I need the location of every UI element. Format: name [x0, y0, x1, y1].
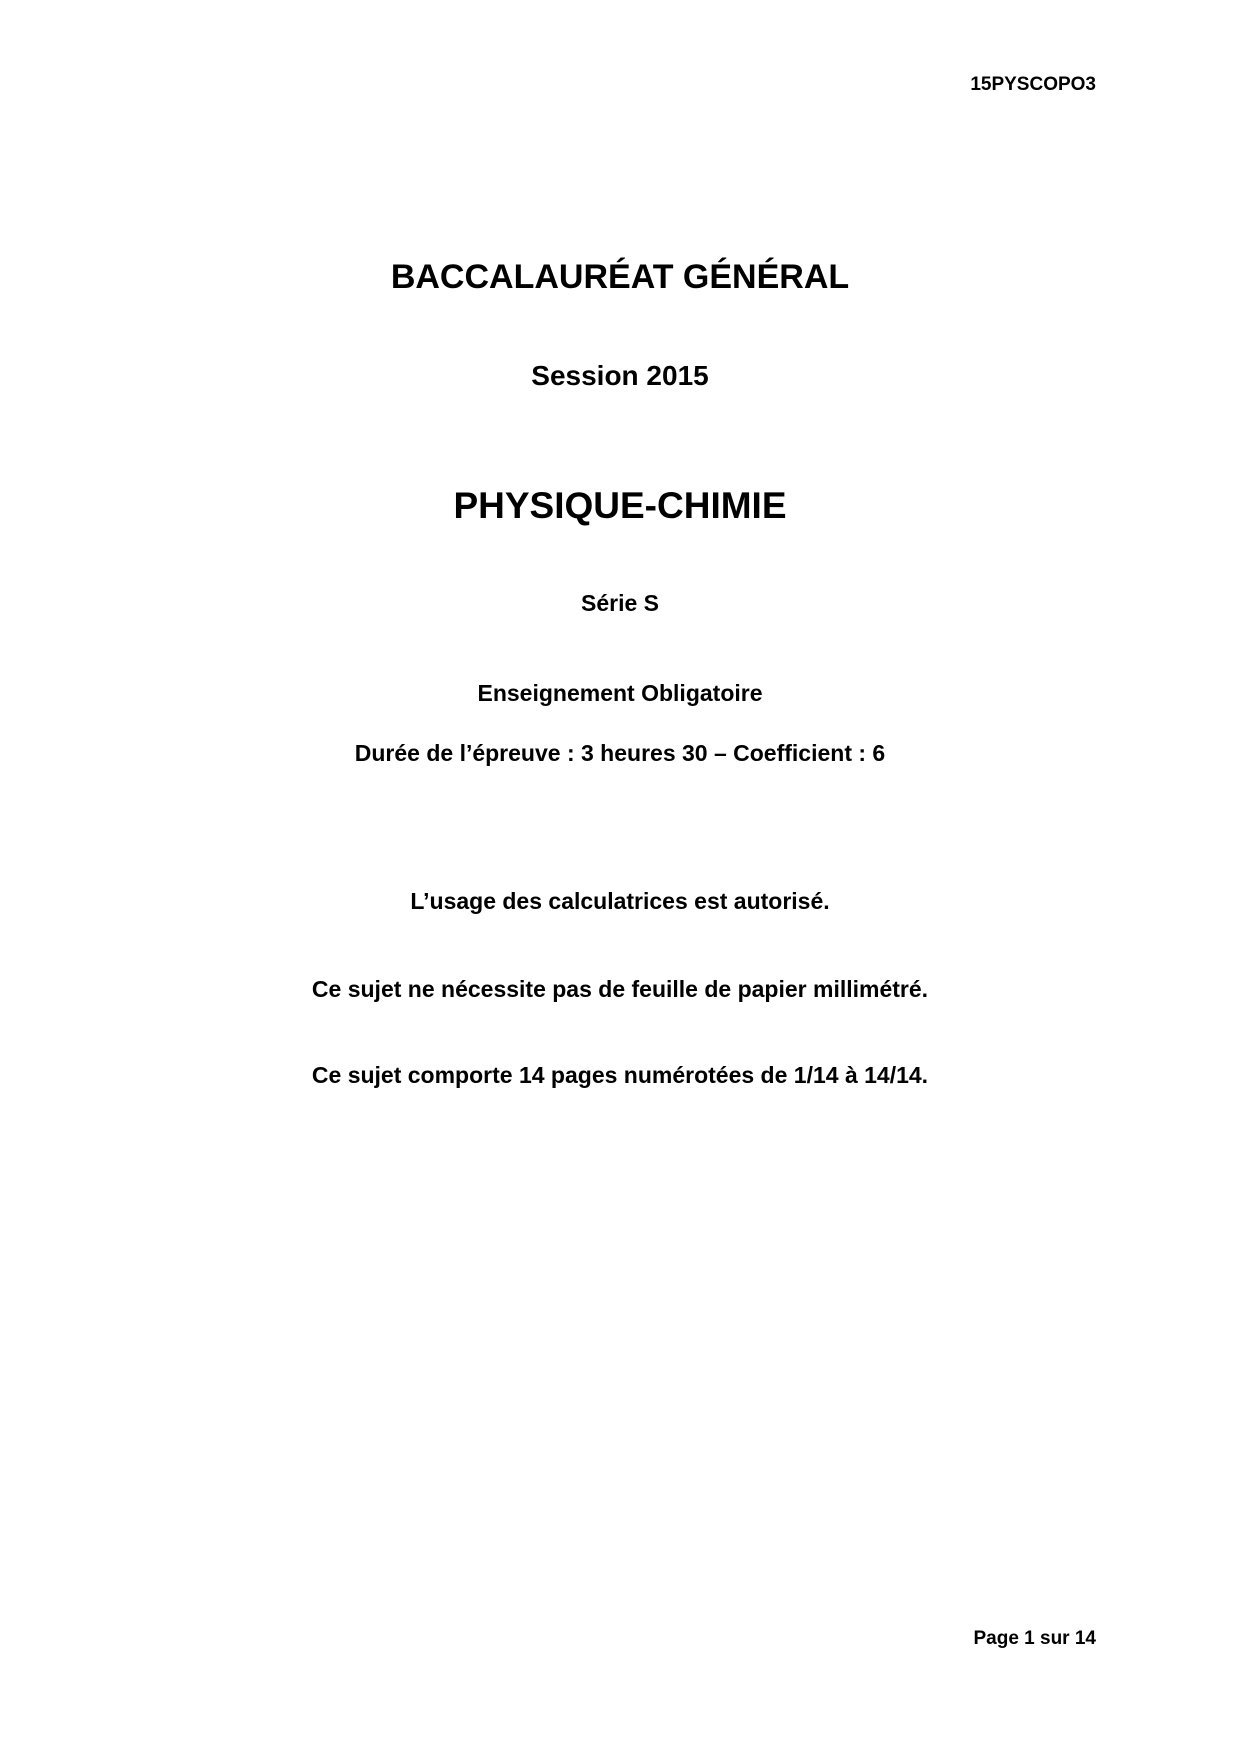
page-count-instruction: Ce sujet comporte 14 pages numérotées de 1/14 à 14/14. [311, 1062, 929, 1088]
duration-coefficient: Durée de l’épreuve : 3 heures 30 – Coefficient : 6 [354, 740, 886, 766]
enseignement-label: Enseignement Obligatoire [477, 680, 763, 706]
calculator-instruction: L’usage des calculatrices est autorisé. [410, 888, 830, 914]
document-code: 15PYSCOPO3 [970, 74, 1096, 95]
exam-title: BACCALAURÉAT GÉNÉRAL [390, 258, 850, 296]
serie-label: Série S [581, 590, 659, 616]
page-number: Page 1 sur 14 [973, 1628, 1096, 1649]
paper-instruction: Ce sujet ne nécessite pas de feuille de papier millimétré. [311, 976, 929, 1002]
session-year: Session 2015 [531, 360, 709, 391]
subject-title: PHYSIQUE-CHIMIE [453, 485, 787, 526]
